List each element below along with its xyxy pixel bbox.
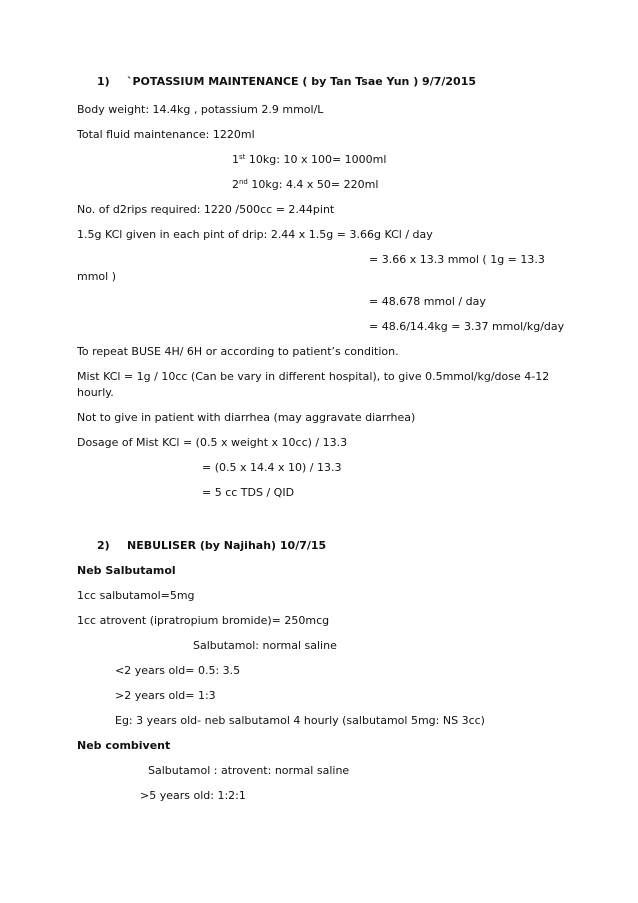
section2-title: NEBULISER (by Najihah) 10/7/15	[127, 539, 327, 552]
second-10kg-line	[232, 178, 378, 192]
mist-kcl-line: Mist KCl = 1g / 10cc (Can be vary in different hospital), to give 0.5mmol/kg/dose 4-12	[77, 370, 550, 383]
section2-heading	[97, 539, 326, 553]
mmol-per-day-line: = 48.678 mmol / day	[369, 295, 486, 308]
drips-required-line: No. of d2rips required: 1220 /500cc = 2.44pint	[77, 203, 335, 216]
section2-number: 2)	[97, 539, 110, 552]
section1-title: `POTASSIUM MAINTENANCE ( by Tan Tsae Yun ) 9/7/2015	[127, 75, 477, 88]
diarrhea-warning-line: Not to give in patient with diarrhea (may aggravate diarrhea)	[77, 411, 416, 424]
dosage-calc-line: = (0.5 x 14.4 x 10) / 13.3	[202, 461, 342, 474]
salbutamol-ratio-header: Salbutamol: normal saline	[193, 639, 337, 652]
over-2-years-line: >2 years old= 1:3	[115, 689, 216, 702]
combivent-ratio-header: Salbutamol : atrovent: normal saline	[148, 764, 350, 777]
kcl-given-line: 1.5g KCl given in each pint of drip: 2.44 x 1.5g = 3.66g KCl / day	[77, 228, 433, 241]
body-weight-line: Body weight: 14.4kg , potassium 2.9 mmol/L	[77, 103, 324, 116]
second-10kg-calc: 10kg: 4.4 x 50= 220ml	[247, 178, 379, 191]
mmol-conversion-line: = 3.66 x 13.3 mmol ( 1g = 13.3	[369, 253, 545, 266]
repeat-buse-line: To repeat BUSE 4H/ 6H or according to patient’s condition.	[77, 345, 399, 358]
first-10kg-line	[232, 153, 386, 167]
second-ordinal-suffix: nd	[239, 178, 248, 186]
total-fluid-line: Total fluid maintenance: 1220ml	[77, 128, 255, 141]
section1-heading	[97, 75, 476, 89]
second-ordinal-number: 2	[232, 178, 239, 191]
dosage-result-line: = 5 cc TDS / QID	[202, 486, 295, 499]
first-ordinal-number: 1	[232, 153, 239, 166]
neb-combivent-heading: Neb combivent	[77, 739, 171, 752]
mmol-per-kg-line: = 48.6/14.4kg = 3.37 mmol/kg/day	[369, 320, 565, 333]
mist-kcl-wrap: hourly.	[77, 386, 114, 399]
mmol-conversion-wrap: mmol )	[77, 270, 117, 283]
dosage-formula-line: Dosage of Mist KCl = (0.5 x weight x 10cc) / 13.3	[77, 436, 348, 449]
example-line: Eg: 3 years old- neb salbutamol 4 hourly (salbutamol 5mg: NS 3cc)	[115, 714, 485, 727]
under-2-years-line: <2 years old= 0.5: 3.5	[115, 664, 241, 677]
over-5-years-line: >5 years old: 1:2:1	[140, 789, 246, 802]
first-ordinal-suffix: st	[239, 153, 246, 161]
neb-salbutamol-heading: Neb Salbutamol	[77, 564, 176, 577]
salbutamol-concentration-line: 1cc salbutamol=5mg	[77, 589, 195, 602]
section1-number: 1)	[97, 75, 110, 88]
atrovent-concentration-line: 1cc atrovent (ipratropium bromide)= 250mcg	[77, 614, 330, 627]
first-10kg-calc: 10kg: 10 x 100= 1000ml	[245, 153, 387, 166]
